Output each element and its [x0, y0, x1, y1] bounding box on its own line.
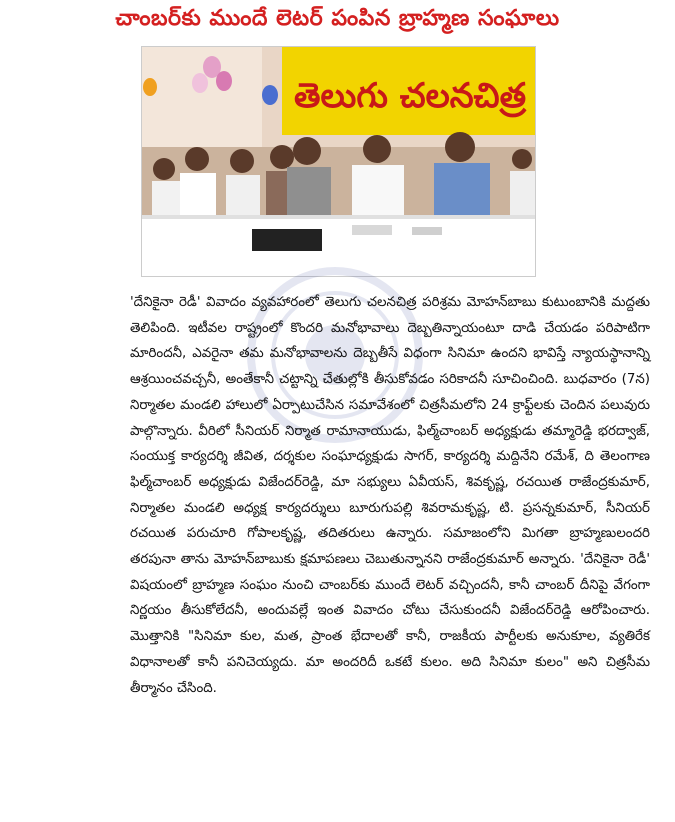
press-meet-photo [141, 46, 536, 277]
banner-text: తెలుగు చలనచిత్ర [294, 76, 527, 116]
headline: చాంబర్‌కు ముందే లెటర్ పంపిన బ్రాహ్మణ సంఘాలు [115, 6, 560, 31]
article-body: 'దేనికైనా రెడీ' వివాదం వ్యవహారంలో తెలుగు చలనచిత్ర పరిశ్రమ మోహన్‌బాబు కుటుంబానికి మద్దతు తెలిపింది. ఇటీవల రాష్ట్రంలో కొందరి మనోభావాలు దెబ్బతిన్నాయంటూ దాడి చేయడం పరిపాటిగా మారిందనీ, ఎవరైనా తమ మనోభావాలను దెబ్బతీసే విధంగా సినిమా ఉందని భావిస్తే న్యాయస్థానాన్ని ఆశ్రయించవచ్చనీ, అంతేకానీ చట్టాన్ని చేతుల్లోకి తీసుకోవడం సరికాదనీ సూచించింది. బుధవారం (7న) నిర్మాతల మండలి హాలులో ఏర్పాటుచేసిన సమావేశంలో చిత్రసీమలోని 24 క్రాఫ్ట్‌లకు చెందిన పలువురు పాల్గొన్నారు. వీరిలో సీనియర్ నిర్మాత రామానాయుడు, ఫిల్మ్‌చాంబర్ అధ్యక్షుడు తమ్మారెడ్డి భరద్వాజ్, సంయుక్త కార్యదర్శి జీవిత, దర్శకుల సంఘాధ్యక్షుడు సాగర్, కార్యదర్శి మద్దినేని రమేశ్, ది తెలంగాణ ఫిల్మ్‌చాంబర్ అధ్యక్షుడు విజేందర్‌రెడ్డి, మా సభ్యులు ఏవీయస్, శివకృష్ణ, రచయిత రాజేంద్రకుమార్, నిర్మాతల మండలి అధ్యక్ష కార్యదర్శులు బూరుగుపల్లి శివరామకృష్ణ, టి. ప్రసన్నకుమార్, సీనియర్ రచయిత పరుచూరి గోపాలకృష్ణ, తదితరులు ఉన్నారు. సమాజంలోని మిగతా బ్రాహ్మణులందరి తరపునా తాను మోహన్‌బాబుకు క్షమాపణలు చెబుతున్నానని రాజేంద్రకుమార్ అన్నారు. 'దేనికైనా రెడీ' విషయంలో బ్రాహ్మణ సంఘం నుంచి చాంబర్‌కు ముందే లెటర్ వచ్చిందనీ, కానీ చాంబర్ దీనిపై వేగంగా నిర్ణయం తీసుకోలేదనీ, అందువల్లే ఇంత వివాదం చోటు చేసుకుందనీ విజేందర్‌రెడ్డి ఆరోపించారు. మొత్తానికి "సినిమా కుల, మత, ప్రాంత భేదాలతో కానీ, రాజకీయ పార్టీలకు అనుకూల, వ్యతిరేక విధానాలతో కానీ పనిచెయ్యదు. మా అందరిదీ ఒకటే కులం. అది సినిమా కులం" అని చిత్రసీమ తీర్మానం చేసింది. [130, 295, 650, 696]
banner [282, 47, 535, 135]
